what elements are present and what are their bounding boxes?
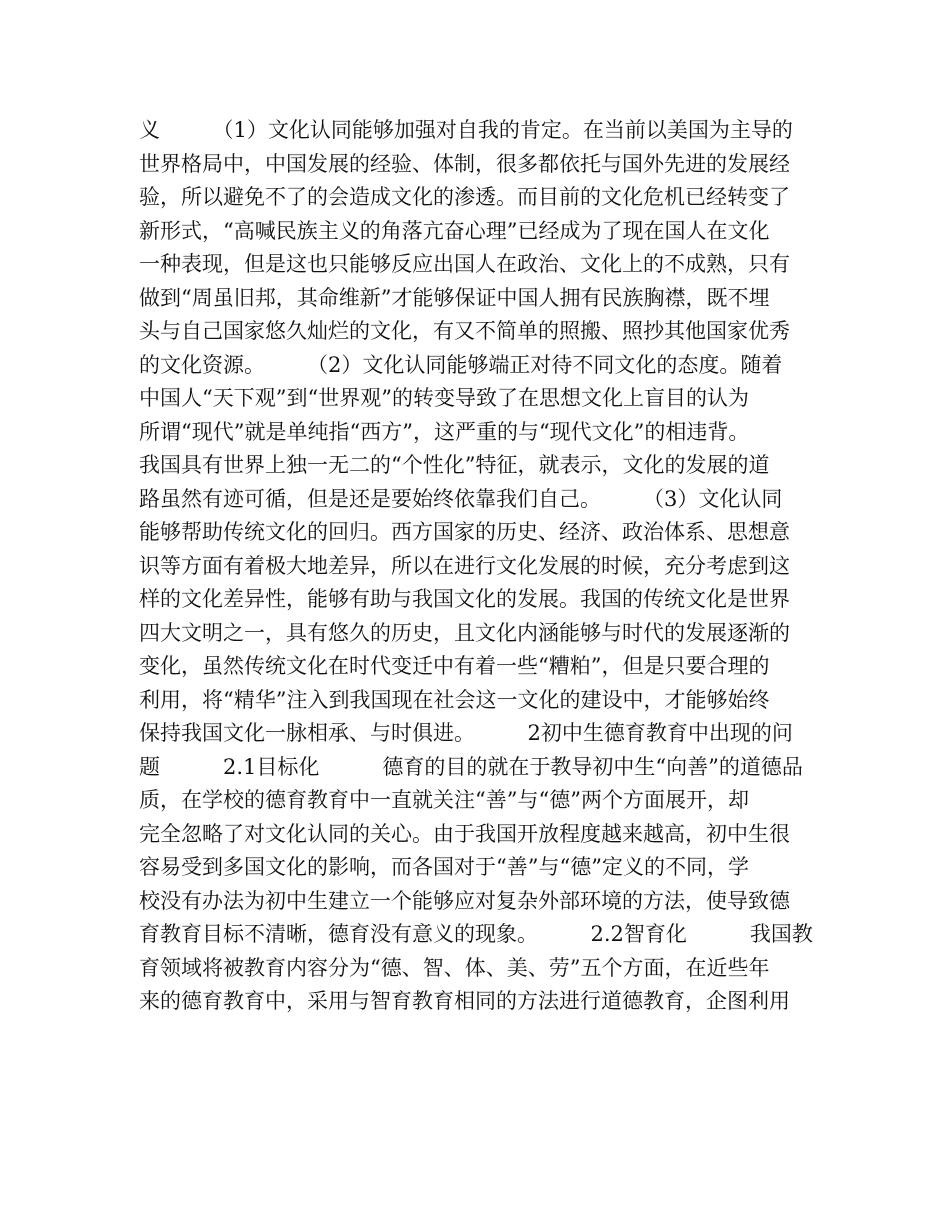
- text-line: 来的德育教育中，采用与智育教育相同的方法进行道德教育，企图利用: [139, 989, 790, 1013]
- text-line: 题 2.1目标化 德育的目的就在于教导初中生“向善”的道德品: [139, 754, 803, 779]
- text-line: 容易受到多国文化的影响，而各国对于“善”与“德”定义的不同，学: [139, 855, 749, 879]
- text-line: 一种表现，但是这也只能够反应出国人在政治、文化上的不成熟，只有: [139, 252, 790, 276]
- body-text: [139, 114, 829, 1019]
- text-line: 四大文明之一，具有悠久的历史，且文化内涵能够与时代的发展逐渐的: [139, 620, 790, 645]
- text-line: 育领域将被教育内容分为“德、智、体、美、劳”五个方面，在近些年: [139, 955, 770, 980]
- text-line: 识等方面有着极大地差异，所以在进行文化发展的时候，充分考虑到这: [139, 553, 790, 578]
- text-line: 新形式，“高喊民族主义的角落亢奋心理”已经成为了现在国人在文化: [139, 218, 770, 243]
- text-line: 所谓“现代”就是单纯指“西方”，这严重的与“现代文化”的相违背。: [139, 419, 750, 444]
- text-line: 世界格局中，中国发展的经验、体制，很多都依托与国外先进的发展经: [139, 151, 790, 176]
- text-line: 利用，将“精华”注入到我国现在社会这一文化的建设中，才能够始终: [139, 687, 770, 712]
- text-line: 育教育目标不清晰，德育没有意义的现象。 2.2智育化 我国教: [139, 922, 813, 946]
- text-line: 的文化资源。 （2）文化认同能够端正对待不同文化的态度。随着: [139, 352, 783, 377]
- text-line: 校没有办法为初中生建立一个能够应对复杂外部环境的方法，使导致德: [139, 888, 790, 913]
- text-line: 做到“周虽旧邦，其命维新”才能够保证中国人拥有民族胸襟，既不埋: [139, 285, 770, 310]
- text-line: 中国人“天下观”到“世界观”的转变导致了在思想文化上盲目的认为: [139, 386, 749, 410]
- text-line: 能够帮助传统文化的回归。西方国家的历史、经济、政治体系、思想意: [139, 520, 790, 544]
- text-line: 保持我国文化一脉相承、与时俱进。 2初中生德育教育中出现的问: [139, 721, 793, 745]
- text-line: 样的文化差异性，能够有助与我国文化的发展。我国的传统文化是世界: [139, 587, 790, 611]
- text-line: 完全忽略了对文化认同的关心。由于我国开放程度越来越高，初中生很: [139, 821, 790, 846]
- text-line: 质，在学校的德育教育中一直就关注“善”与“德”两个方面展开，却: [139, 788, 749, 812]
- text-line: 路虽然有迹可循，但是还是要始终依靠我们自己。 （3）文化认同: [139, 486, 783, 511]
- text-line: 我国具有世界上独一无二的“个性化”特征，就表示，文化的发展的道: [139, 453, 770, 477]
- text-line: 验，所以避免不了的会造成文化的渗透。而目前的文化危机已经转变了: [139, 185, 790, 209]
- text-line: 变化，虽然传统文化在时代变迁中有着一些“糟粕”，但是只要合理的: [139, 654, 770, 678]
- text-line: 义 （1）文化认同能够加强对自我的肯定。在当前以美国为主导的: [139, 118, 793, 142]
- text-line: 头与自己国家悠久灿烂的文化，有又不简单的照搬、照抄其他国家优秀: [139, 319, 790, 343]
